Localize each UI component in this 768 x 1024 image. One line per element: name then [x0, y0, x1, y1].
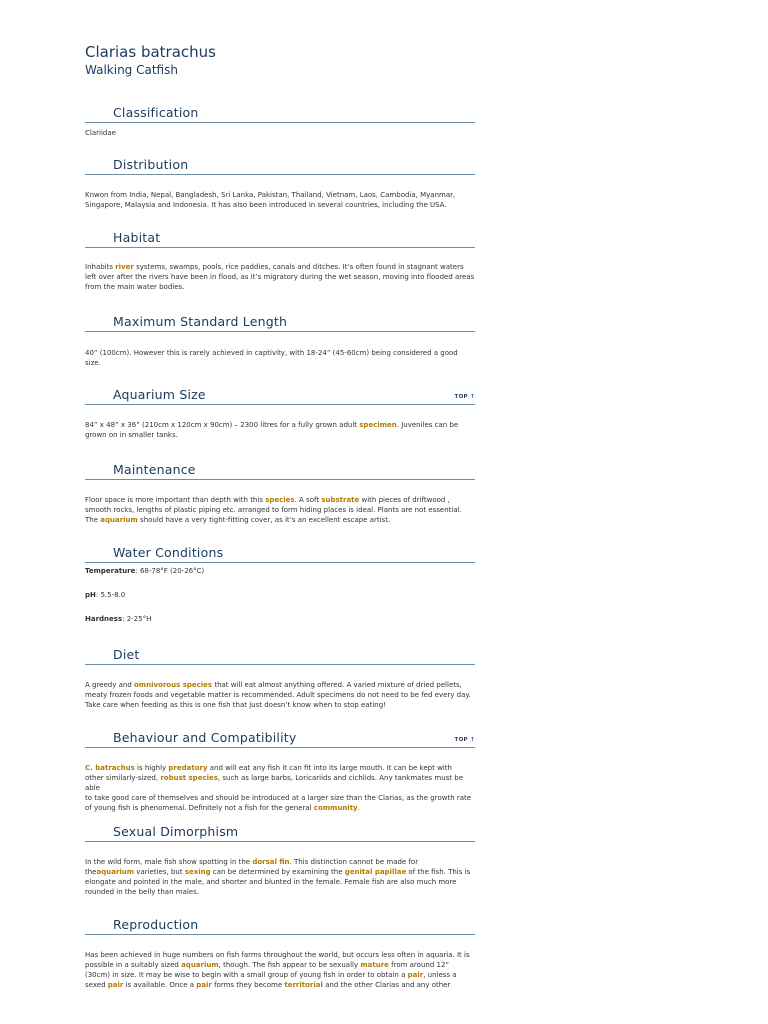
max-length-text: [85, 348, 475, 368]
text-run: , unless a: [423, 971, 457, 979]
section-habitat: [85, 219, 475, 292]
section-heading: Aquarium Size: [113, 387, 206, 402]
glossary-link-river[interactable]: river: [115, 263, 134, 271]
text-run: , such as large barbs, Loricariids and cichlids. Any tankmates must be able: [85, 774, 464, 792]
section-heading: Reproduction: [113, 917, 199, 932]
text-run: Floor space is more important than depth with this: [85, 496, 266, 504]
glossary-link-specimen[interactable]: specimen: [359, 421, 397, 429]
text-run: sexed: [85, 981, 108, 989]
glossary-link-predatory[interactable]: predatory: [168, 764, 208, 772]
text-run: and the other Clarias and any other: [322, 981, 451, 989]
text-run: varieties, but: [134, 868, 185, 876]
heading-row: [85, 227, 475, 248]
temperature-label: Temperature: [85, 567, 136, 575]
section-aquarium-size: [85, 376, 475, 440]
text-line: meaty frozen foods and vegetable matter is recommended. Adult specimens do not need to be fed every day.: [85, 691, 471, 699]
heading-row: [85, 542, 475, 563]
glossary-link-species[interactable]: species: [265, 496, 295, 504]
heading-row: [85, 459, 475, 480]
section-classification: [85, 94, 475, 138]
aquarium-size-text: [85, 420, 475, 440]
text-run: The: [85, 516, 101, 524]
top-link[interactable]: TOP ↑: [454, 394, 475, 400]
text-run: 84” x 48” x 36” (210cm x 120cm x 90cm) – 2300 litres for a fully grown adult: [85, 421, 360, 429]
glossary-link-sexing[interactable]: sexing: [184, 868, 211, 876]
heading-row: [85, 311, 475, 332]
section-heading: Behaviour and Compatibility: [113, 730, 297, 745]
text-run: A greedy and: [85, 681, 134, 689]
page-subtitle: Walking Catfish: [85, 63, 178, 77]
top-link[interactable]: TOP ↑: [454, 737, 475, 743]
text-line: smooth rocks, lengths of plastic piping etc. arranged to form hiding places is ideal. Plants are not essential.: [85, 506, 462, 514]
section-heading: Maintenance: [113, 462, 196, 477]
habitat-text: [85, 262, 475, 292]
text-run: , though. The fish appear to be sexually: [218, 961, 361, 969]
text-run: other similarly-sized,: [85, 774, 161, 782]
text-run: In the wild form, male fish show spotting in the: [85, 858, 253, 866]
ph-line: [85, 590, 475, 600]
text-line: 40” (100cm). However this is rarely achieved in captivity, with 18-24” (45-60cm) being considered a good: [85, 349, 458, 357]
glossary-link-territorial[interactable]: territorial: [284, 981, 323, 989]
section-heading: Habitat: [113, 230, 161, 245]
reproduction-text: [85, 950, 475, 990]
glossary-link-c-batrachus[interactable]: C. batrachus: [85, 764, 135, 772]
text-run: forms they become: [211, 981, 285, 989]
glossary-link-omnivorous-species[interactable]: omnivorous species: [134, 681, 213, 689]
text-run: should have a very tight-fitting cover, as it’s an excellent escape artist.: [137, 516, 391, 524]
text-run: (30cm) in size. It may be wise to begin with a small group of young fish in order to obtain a: [85, 971, 408, 979]
glossary-link-pair[interactable]: pair: [196, 981, 212, 989]
text-run: with pieces of driftwood ,: [359, 496, 450, 504]
text-run: . A soft: [294, 496, 322, 504]
distribution-text: [85, 190, 475, 210]
text-line: grown on in smaller tanks.: [85, 431, 178, 439]
text-run: that will eat almost anything offered. A varied mixture of dried pellets,: [212, 681, 462, 689]
glossary-link-robust-species[interactable]: robust species: [160, 774, 218, 782]
page-title: Clarias batrachus: [85, 43, 216, 61]
glossary-link-substrate[interactable]: substrate: [321, 496, 360, 504]
heading-row: [85, 644, 475, 665]
glossary-link-aquarium[interactable]: aquarium: [100, 516, 138, 524]
glossary-link-aquarium[interactable]: aquarium: [96, 868, 135, 876]
text-run: from around 12”: [388, 961, 450, 969]
section-heading: Classification: [113, 105, 199, 120]
section-maintenance: [85, 451, 475, 525]
section-heading: Diet: [113, 647, 140, 662]
text-line: Has been achieved in huge numbers on fish farms throughout the world, but occurs less often in aquaria. It is: [85, 951, 470, 959]
glossary-link-dorsal-fin[interactable]: dorsal fin: [252, 858, 290, 866]
section-heading: Sexual Dimorphism: [113, 824, 239, 839]
section-heading: Maximum Standard Length: [113, 314, 288, 329]
section-reproduction: [85, 906, 475, 990]
text-run: . This distinction cannot be made for: [289, 858, 419, 866]
glossary-link-pair[interactable]: pair: [407, 971, 424, 979]
section-heading: Water Conditions: [113, 545, 224, 560]
behaviour-text: [85, 763, 475, 813]
glossary-link-aquarium[interactable]: aquarium: [181, 961, 219, 969]
section-distribution: [85, 146, 475, 210]
temperature-value: : 68-78°F (20-26°C): [135, 567, 205, 575]
text-run: Inhabits: [85, 263, 116, 271]
text-run: possible in a suitably sized: [85, 961, 182, 969]
text-run: is available. Once a: [123, 981, 197, 989]
text-line: Knwon from India, Nepal, Bangladesh, Sri Lanka, Pakistan, Thailand, Vietnam, Laos, Cambodia, Myanmar,: [85, 191, 456, 199]
hardness-line: [85, 614, 475, 624]
section-water-conditions: [85, 534, 475, 624]
text-line: from the main water bodies.: [85, 283, 185, 291]
heading-row: [85, 914, 475, 935]
text-run: can be determined by examining the: [210, 868, 345, 876]
glossary-link-genital-papillae[interactable]: genital papillae: [344, 868, 407, 876]
heading-row: [85, 102, 475, 123]
sexual-dimorphism-text: [85, 857, 475, 897]
text-line: rounded in the belly than males.: [85, 888, 199, 896]
heading-row: [85, 821, 475, 842]
section-behaviour: [85, 719, 475, 813]
hardness-label: Hardness: [85, 615, 123, 623]
heading-row: [85, 154, 475, 175]
text-run: .: [357, 804, 360, 812]
glossary-link-mature[interactable]: mature: [360, 961, 389, 969]
heading-row: [85, 727, 475, 748]
classification-text: Clariidae: [85, 129, 116, 137]
text-run: of the fish. This is: [406, 868, 471, 876]
text-line: Take care when feeding as this is one fish that just doesn’t know when to stop eating!: [85, 701, 386, 709]
diet-text: [85, 680, 475, 710]
glossary-link-pair[interactable]: pair: [107, 981, 124, 989]
temperature-line: [85, 566, 475, 576]
section-max-length: [85, 303, 475, 368]
text-run: is highly: [134, 764, 169, 772]
ph-label: pH: [85, 591, 96, 599]
text-line: size.: [85, 359, 101, 367]
text-line: Singapore, Malaysia and Indonesia. It has also been introduced in several countries, including the USA.: [85, 201, 447, 209]
section-sexual-dimorphism: [85, 813, 475, 897]
glossary-link-community[interactable]: community: [313, 804, 358, 812]
text-run: . Juveniles can be: [396, 421, 459, 429]
section-heading: Distribution: [113, 157, 189, 172]
heading-row: [85, 384, 475, 405]
text-line: to take good care of themselves and should be introduced at a larger size than the Clarias, as the growth rate: [85, 794, 472, 802]
maintenance-text: [85, 495, 475, 525]
text-line: elongate and pointed in the male, and shorter and blunted in the female. Female fish are also much more: [85, 878, 457, 886]
text-run: of young fish is phenomenal. Definitely not a fish for the general: [85, 804, 314, 812]
hardness-value: : 2-25°H: [122, 615, 152, 623]
text-line: left over after the rivers have been in flood, as it’s migratory during the wet season, moving into flooded areas: [85, 273, 475, 281]
text-run: the: [85, 868, 97, 876]
text-run: systems, swamps, pools, rice paddies, canals and ditches. It’s often found in stagnant waters: [133, 263, 464, 271]
section-diet: [85, 636, 475, 710]
ph-value: : 5.5-8.0: [95, 591, 126, 599]
text-run: and will eat any fish it can fit into its large mouth. It can be kept with: [207, 764, 452, 772]
article: [85, 42, 475, 989]
